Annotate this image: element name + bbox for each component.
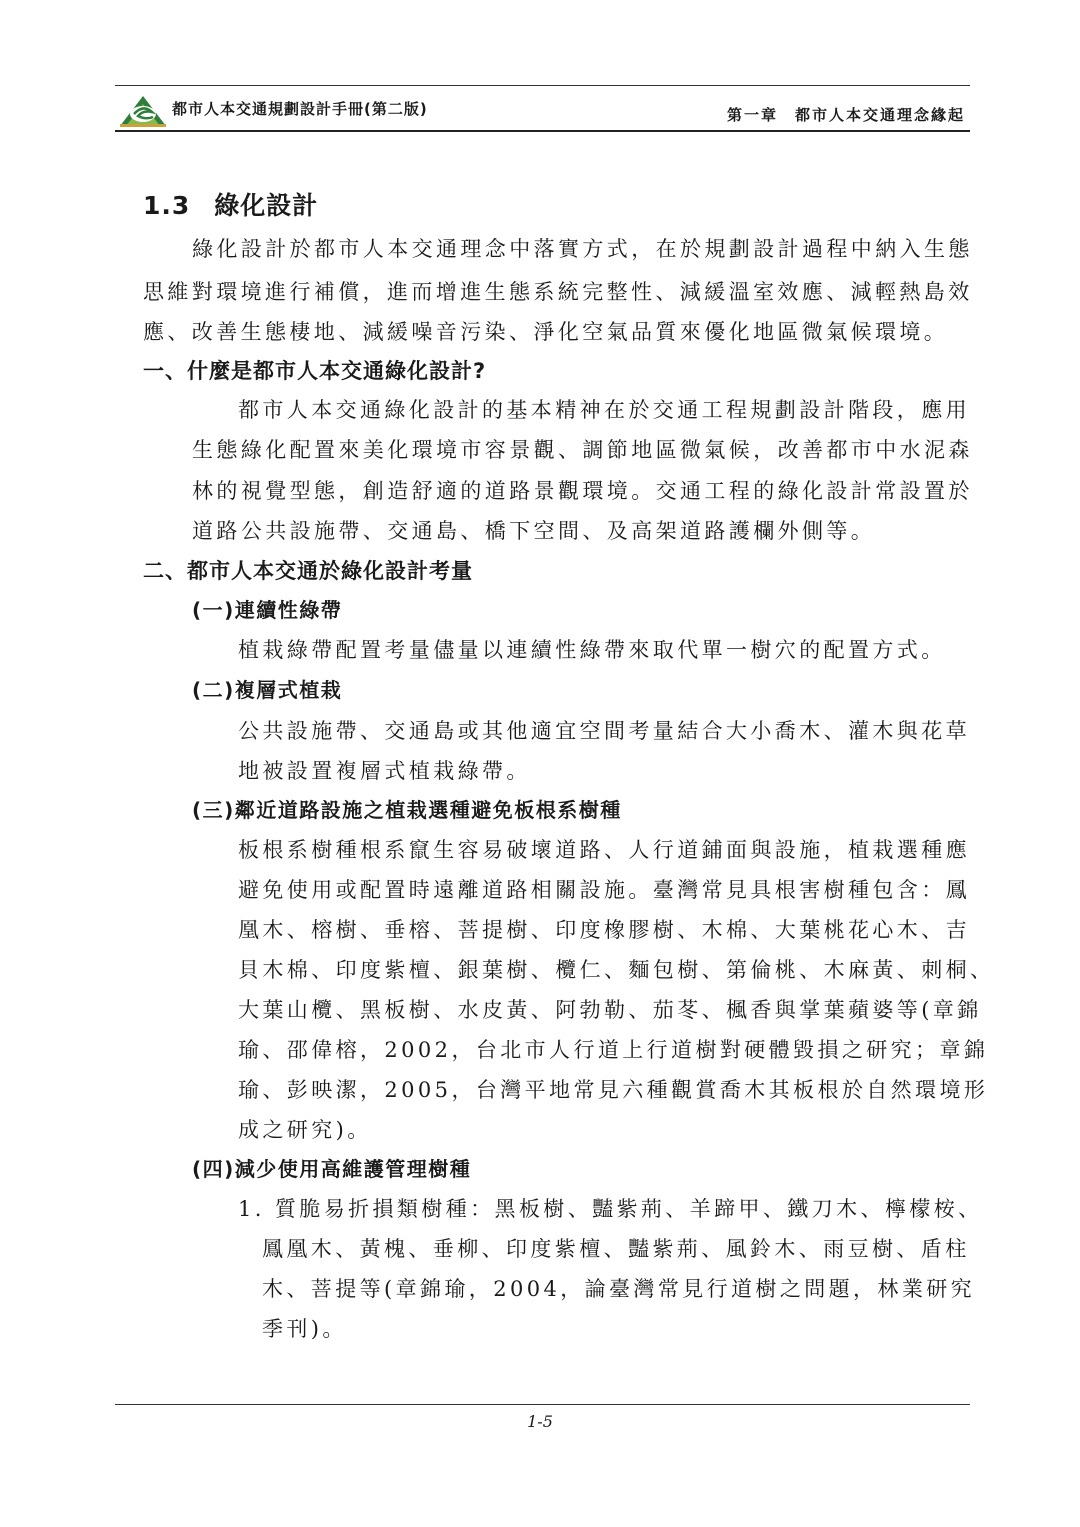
paragraph-line: 板根系樹種根系竄生容易破壞道路、人行道鋪面與設施，植栽選種應 — [238, 838, 970, 862]
paragraph-line: 林的視覺型態，創造舒適的道路景觀環境。交通工程的綠化設計常設置於 — [192, 479, 973, 503]
subheading-buttress-root-species: (三)鄰近道路設施之植栽選種避免板根系樹種 — [192, 798, 622, 822]
paragraph-line: 公共設施帶、交通島或其他適宜空間考量結合大小喬木、灌木與花草 — [238, 719, 970, 743]
paragraph-line: 大葉山欖、黑板樹、水皮黃、阿勃勒、茄苳、楓香與掌葉蘋婆等(章錦 — [238, 998, 982, 1022]
section-title — [143, 186, 318, 222]
subheading-multilayer-planting: (二)複層式植栽 — [192, 678, 343, 702]
list-item-continuation: 木、菩提等(章錦瑜，2004，論臺灣常見行道樹之問題，林業研究 — [262, 1277, 976, 1301]
intro-line: 應、改善生態棲地、減緩噪音污染、淨化空氣品質來優化地區微氣候環境。 — [143, 320, 949, 344]
paragraph-line: 成之研究)。 — [238, 1118, 372, 1142]
list-item-continuation: 鳳凰木、黃槐、垂柳、印度紫檀、豔紫荊、風鈴木、雨豆樹、盾柱 — [262, 1237, 970, 1261]
logo-icon — [118, 90, 168, 128]
paragraph-line: 貝木棉、印度紫檀、銀葉樹、欖仁、麵包樹、第倫桃、木麻黃、刺桐、 — [238, 958, 995, 982]
heading-considerations: 二、都市人本交通於綠化設計考量 — [143, 559, 473, 583]
paragraph-line: 地被設置複層式植栽綠帶。 — [238, 759, 531, 783]
paragraph-line: 瑜、邵偉榕，2002，台北市人行道上行道樹對硬體毀損之研究；章錦 — [238, 1038, 989, 1062]
subheading-high-maintenance-species: (四)減少使用高維護管理樹種 — [192, 1157, 472, 1181]
header-bottom-rule — [115, 130, 970, 132]
paragraph-line: 凰木、榕樹、垂榕、菩提樹、印度橡膠樹、木棉、大葉桃花心木、吉 — [238, 918, 970, 942]
header-top-rule — [115, 85, 970, 86]
intro-line: 綠化設計於都市人本交通理念中落實方式，在於規劃設計過程中納入生態 — [192, 237, 973, 261]
subheading-continuous-greenbelt: (一)連續性綠帶 — [192, 598, 343, 622]
heading-what-is: 一、什麼是都市人本交通綠化設計? — [143, 359, 487, 383]
header-book-title: 都市人本交通規劃設計手冊(第二版) — [172, 100, 428, 118]
footer-rule — [115, 1404, 970, 1405]
paragraph-line: 生態綠化配置來美化環境市容景觀、調節地區微氣候，改善都市中水泥森 — [192, 438, 973, 462]
header-chapter: 第一章 都市人本交通理念緣起 — [726, 106, 965, 124]
page-number: 1-5 — [527, 1412, 553, 1431]
paragraph-line: 道路公共設施帶、交通島、橋下空間、及高架道路護欄外側等。 — [192, 519, 876, 543]
list-item-continuation: 季刊)。 — [262, 1317, 347, 1341]
list-item: 1. 質脆易折損類樹種：黑板樹、豔紫荊、羊蹄甲、鐵刀木、檸檬桉、 — [238, 1197, 983, 1221]
paragraph-line: 避免使用或配置時遠離道路相關設施。臺灣常見具根害樹種包含：鳳 — [238, 878, 970, 902]
section-number: 1.3 — [143, 191, 191, 220]
paragraph-line: 植栽綠帶配置考量儘量以連續性綠帶來取代單一樹穴的配置方式。 — [238, 638, 946, 662]
section-title-text: 綠化設計 — [214, 191, 319, 220]
intro-line: 思維對環境進行補償，進而增進生態系統完整性、減緩溫室效應、減輕熱島效 — [143, 280, 973, 304]
paragraph-line: 都市人本交通綠化設計的基本精神在於交通工程規劃設計階段，應用 — [238, 398, 970, 422]
paragraph-line: 瑜、彭映潔，2005，台灣平地常見六種觀賞喬木其板根於自然環境形 — [238, 1078, 989, 1102]
